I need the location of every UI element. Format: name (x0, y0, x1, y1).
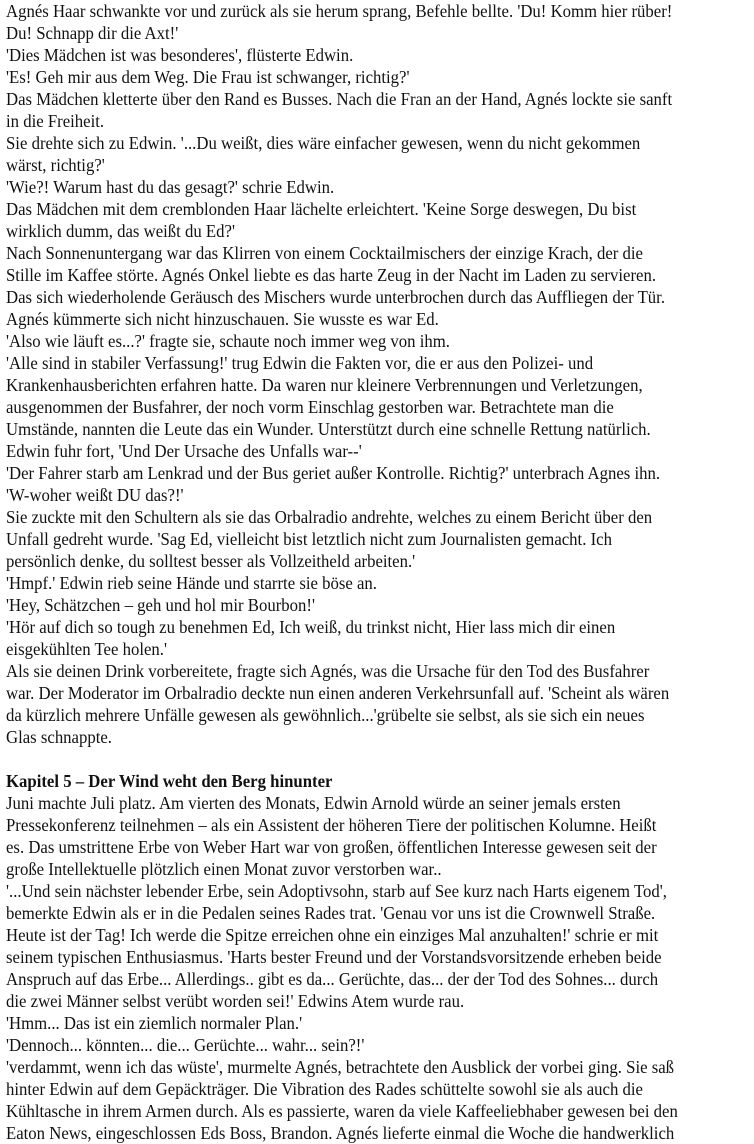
text-line: große Intellektuelle plötzlich einen Monat zuvor verstorben war.. (6, 859, 442, 879)
text-line: Eaton News, eingeschlossen Eds Boss, Brandon. Agnés lieferte einmal die Woche die handwerklich (6, 1123, 675, 1143)
text-line: Agnés kümmerte sich nicht hinzuschauen. Sie wusste es war Ed. (6, 309, 439, 329)
text-line: Anspruch auf das Erbe... Allerdings.. gibt es da... Gerüchte, das... der der Tod des Sohnes... durch (6, 969, 659, 989)
text-line: Kühltasche in ihrem Armen durch. Als es passierte, waren da viele Kaffeeliebhaber gewesen bei den (6, 1101, 678, 1121)
text-line: Umstände, nannten die Leute das ein Wunder. Unterstützt durch eine schnelle Rettung natürlich. (6, 419, 651, 439)
text-line: 'Also wie läuft es...?' fragte sie, schaute noch immer weg von ihm. (6, 331, 450, 351)
text-line: wärst, richtig?' (6, 155, 105, 175)
text-line: 'Hmpf.' Edwin rieb seine Hände und starrte sie böse an. (6, 573, 377, 593)
text-line: 'Wie?! Warum hast du das gesagt?' schrie Edwin. (6, 177, 335, 197)
text-line: 'Dies Mädchen ist was besonderes', flüsterte Edwin. (6, 45, 354, 65)
text-line: 'W-woher weißt DU das?!' (6, 485, 184, 505)
text-line: 'Hey, Schätzchen – geh und hol mir Bourbon!' (6, 595, 315, 615)
text-line: Heute ist der Tag! Ich werde die Spitze erreichen ohne ein einziges Mal anzuhalten!' schrie er mit (6, 925, 659, 945)
text-line: Krankenhausberichten erfahren hatte. Da waren nur kleinere Verbrennungen und Verletzungen, (6, 375, 643, 395)
text-line: Glas schnappte. (6, 727, 112, 747)
text-line: Pressekonferenz teilnehmen – als ein Assistent der höheren Tiere der politischen Kolumne. Heißt (6, 815, 657, 835)
text-line: 'Der Fahrer starb am Lenkrad und der Bus geriet außer Kontrolle. Richtig?' unterbrach Agnes ihn. (6, 463, 661, 483)
text-line: Stille im Kaffee störte. Agnés Onkel liebte es das harte Zeug in der Nacht im Laden zu servieren. (6, 265, 657, 285)
text-line: hinter Edwin auf dem Gepäckträger. Die Vibration des Rades schüttelte sowohl sie als auch die (6, 1079, 643, 1099)
text-line: seinem typischen Enthusiasmus. 'Harts bester Freund und der Vorstandsvorsitzende erheben beide (6, 947, 662, 967)
text-line: 'Hör auf dich so tough zu benehmen Ed, Ich weiß, du trinkst nicht, Hier lass mich dir einen (6, 617, 616, 637)
text-line: Sie zuckte mit den Schultern als sie das Orbalradio andrehte, welches zu einem Bericht über den (6, 507, 653, 527)
text-line: war. Der Moderator im Orbalradio deckte nun einen anderen Verkehrsunfall auf. 'Scheint als wären (6, 683, 670, 703)
text-line: 'Es! Geh mir aus dem Weg. Die Frau ist schwanger, richtig?' (6, 67, 410, 87)
text-line: Juni machte Juli platz. Am vierten des Monats, Edwin Arnold würde an seiner jemals ersten (6, 793, 621, 813)
text-line: 'Hmm... Das ist ein ziemlich normaler Plan.' (6, 1013, 303, 1033)
text-line: eisgekühlten Tee holen.' (6, 639, 167, 659)
text-line: da kürzlich mehrere Unfälle gewesen als gewöhnlich...'grübelte sie selbst, als sie sich ein neues (6, 705, 645, 725)
text-line: Unfall gedreht wurde. 'Sag Ed, vielleicht bist letztlich nicht zum Journalisten gemacht. Ich (6, 529, 612, 549)
chapter-5-text (6, 792, 754, 1144)
text-line: Sie drehte sich zu Edwin. '...Du weißt, dies wäre einfacher gewesen, wenn du nicht gekommen (6, 133, 641, 153)
text-line: 'Alle sind in stabiler Verfassung!' trug Edwin die Fakten vor, die er aus den Polizei- und (6, 353, 594, 373)
text-line: persönlich denke, du solltest besser als Vollzeitheld arbeiten.' (6, 551, 416, 571)
text-line: Edwin fuhr fort, 'Und Der Ursache des Unfalls war--' (6, 441, 362, 461)
paragraph-spacer (6, 748, 754, 770)
text-line: Das sich wiederholende Geräusch des Mischers wurde unterbrochen durch das Auffliegen der Tür. (6, 287, 666, 307)
text-line: 'Dennoch... könnten... die... Gerüchte... wahr... sein?!' (6, 1035, 365, 1055)
text-line: Agnés Haar schwankte vor und zurück als sie herum sprang, Befehle bellte. 'Du! Komm hier rüber! (6, 1, 673, 21)
document-body (6, 0, 754, 1144)
text-line: Das Mädchen mit dem cremblonden Haar lächelte erleichtert. 'Keine Sorge deswegen, Du bist (6, 199, 637, 219)
text-line: wirklich dumm, das weißt du Ed?' (6, 221, 235, 241)
text-line: bemerkte Edwin als er in die Pedalen seines Rades trat. 'Genau vor uns ist die Crownwell Straße. (6, 903, 656, 923)
chapter-heading: Kapitel 5 – Der Wind weht den Berg hinunter (6, 771, 333, 791)
text-line: Nach Sonnenuntergang war das Klirren von einem Cocktailmischers der einzige Krach, der die (6, 243, 643, 263)
text-line: Das Mädchen kletterte über den Rand es Busses. Nach die Fran an der Hand, Agnés lockte sie sanft (6, 89, 673, 109)
text-line: '...Und sein nächster lebender Erbe, sein Adoptivsohn, starb auf See kurz nach Harts eigenem Tod', (6, 881, 667, 901)
text-line: in die Freiheit. (6, 111, 105, 131)
text-line: 'verdammt, wenn ich das wüste', murmelte Agnés, betrachtete den Ausblick der vorbei ging. Sie saß (6, 1057, 675, 1077)
text-line: Als sie deinen Drink vorbereitete, fragte sich Agnés, was die Ursache für den Tod des Busfahrer (6, 661, 650, 681)
text-line: es. Das umstrittene Erbe von Weber Hart war von großen, öffentlichen Interesse gewesen seit der (6, 837, 657, 857)
text-line: die zwei Männer selbst verübt worden sei!' Edwins Atem wurde rau. (6, 991, 465, 1011)
chapter-4-text (6, 0, 754, 748)
text-line: ausgenommen der Busfahrer, der noch vorm Einschlag gestorben war. Betrachtete man die (6, 397, 614, 417)
text-line: Du! Schnapp dir die Axt!' (6, 23, 179, 43)
